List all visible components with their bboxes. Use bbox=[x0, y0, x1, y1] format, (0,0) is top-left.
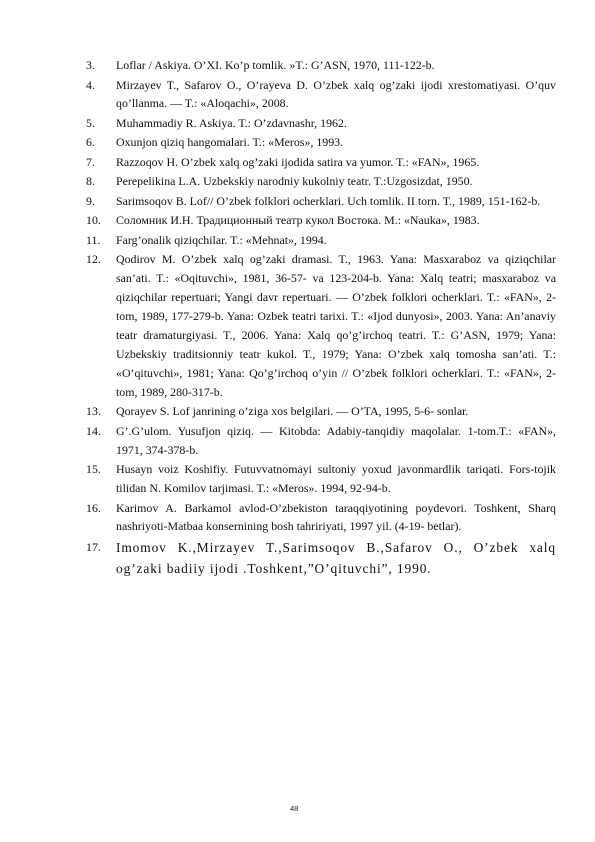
reference-number: 7. bbox=[86, 154, 95, 169]
reference-list bbox=[86, 56, 556, 581]
reference-number: 16. bbox=[86, 500, 101, 515]
reference-text: Loflar / Askiya. O’XI. Ko’p tomlik. »T.: G’ASN, 1970, 111-122-b. bbox=[116, 58, 435, 72]
reference-item bbox=[86, 499, 556, 537]
reference-item bbox=[86, 537, 556, 579]
reference-item bbox=[86, 402, 556, 421]
reference-number: 12. bbox=[86, 252, 101, 267]
reference-text: Qodirov M. O’zbek xalq og’zaki dramasi. T., 1963. Yana: Masxaraboz va qiziqchilar san’ati. T.: «Oqituvchi», 1981, 36-57- va 123-204-b. Yana: Xalq teatri; masxaraboz va qiziqchilar repertuari; Yangi davr repertuari. — O’zbek folklori ocherklari. T.: «FAN», 2-tom, 1989, 177-279-b. Yana: Ozbek teatri tarixi. T.: «Ijod dunyosi», 2003. Yana: An’anaviy teatr dramaturgiyasi. T., 2006. Yana: Xalq qo’g’irchoq teatri. T.: G’ASN, 1979; Yana: Uzbekskiy traditsionniy teatr kukol. T., 1979; Yana: O’zbek xalq tomosha san’ati. T.: «O’qituvchi», 1981; Yana: Qo’g’irchoq o’yin // O’zbek folklori ocherklari. T.: «FAN», 2-tom, 1989, 280-317-b. bbox=[116, 252, 556, 399]
page-number: 48 bbox=[290, 804, 299, 813]
reference-item bbox=[86, 56, 556, 75]
reference-item bbox=[86, 172, 556, 191]
reference-item bbox=[86, 76, 556, 114]
reference-item bbox=[86, 211, 556, 230]
reference-text: Imomov K.,Mirzayev T.,Sarimsoqov B.,Safarov O., O’zbek xalq og’zaki badiiy ijodi .Toshkent,”O’qituvchi”, 1990. bbox=[116, 539, 556, 577]
reference-text: Mirzayev T., Safarov O., O’rayeva D. O’zbek xalq og’zaki ijodi xrestomatiyasi. O’quv qo’llanma. — T.: «Aloqachi», 2008. bbox=[116, 77, 556, 111]
reference-number: 14. bbox=[86, 423, 101, 438]
reference-text: G’.G’ulom. Yusufjon qiziq. — Kitobda: Adabiy-tanqidiy maqolalar. 1-tom.T.: «FAN», 1971, 374-378-b. bbox=[116, 423, 556, 457]
reference-number: 17. bbox=[86, 539, 101, 554]
reference-text: Соломник И.Н. Традиционный театр кукол Востока. M.: «Nauka», 1983. bbox=[116, 213, 480, 228]
reference-text: Husayn voiz Koshifiy. Futuvvatnomayi sultoniy yoxud javonmardlik tariqati. Fors-tojik tilidan N. Komilov tarjimasi. T.: «Meros». 1994, 92-94-b. bbox=[116, 462, 556, 496]
reference-item bbox=[86, 192, 556, 211]
reference-text: Qorayev S. Lof janrining o’ziga xos belgilari. — O’TA, 1995, 5-6- sonlar. bbox=[116, 404, 469, 419]
reference-item bbox=[86, 460, 556, 498]
reference-number: 8. bbox=[86, 174, 95, 189]
reference-number: 3. bbox=[86, 58, 95, 72]
reference-item bbox=[86, 422, 556, 460]
reference-number: 13. bbox=[86, 404, 101, 419]
reference-item bbox=[86, 133, 556, 152]
reference-item bbox=[86, 153, 556, 172]
reference-item bbox=[86, 250, 556, 401]
reference-text: Perepelikina L.A. Uzbekskiy narodniy kukolniy teatr. T.:Uzgosizdat, 1950. bbox=[116, 174, 473, 189]
reference-text: Karimov A. Barkamol avlod-O’zbekiston taraqqiyotining poydevori. Toshkent, Sharq nashriyoti-Matbaa konsernining bosh tahririyati, 1997 yil. (4-19- betlar). bbox=[116, 500, 556, 534]
reference-item bbox=[86, 231, 556, 250]
reference-item bbox=[86, 114, 556, 133]
reference-number: 10. bbox=[86, 213, 101, 228]
reference-text: Muhammadiy R. Askiya. T.: O’zdavnashr, 1962. bbox=[116, 115, 347, 130]
reference-text: Sarimsoqov B. Lof// O’zbek folklori ocherklari. Uch tomlik. II torn. T., 1989, 151-162-b. bbox=[116, 193, 541, 208]
reference-text: Razzoqov H. O’zbek xalq og’zaki ijodida satira va yumor. T.: «FAN», 1965. bbox=[116, 154, 480, 169]
reference-number: 11. bbox=[86, 232, 101, 247]
reference-text: Farg’onalik qiziqchilar. T.: «Mehnat», 1994. bbox=[116, 232, 327, 247]
reference-number: 5. bbox=[86, 115, 95, 130]
reference-number: 15. bbox=[86, 462, 101, 477]
reference-text: Oxunjon qiziq hangomalari. T.: «Meros», 1993. bbox=[116, 135, 344, 150]
reference-number: 6. bbox=[86, 135, 95, 150]
reference-number: 4. bbox=[86, 77, 95, 92]
reference-number: 9. bbox=[86, 193, 95, 208]
